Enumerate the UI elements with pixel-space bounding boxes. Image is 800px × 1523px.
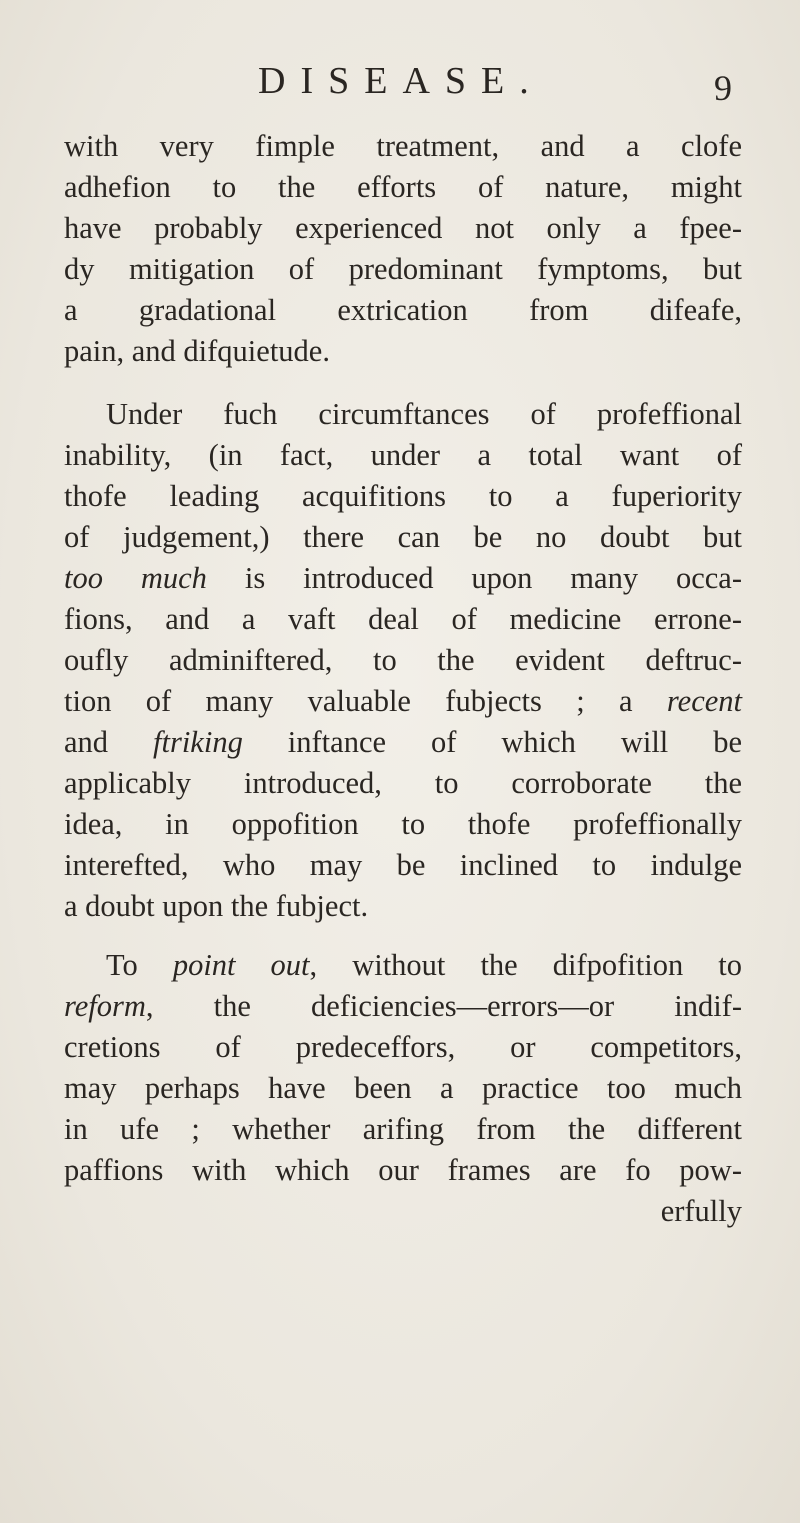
text-line: adhefion to the efforts of nature, might xyxy=(64,170,742,204)
body-text xyxy=(64,126,742,1232)
text-line: thofe leading acquifitions to a fuperiority xyxy=(64,479,742,513)
paragraph-1 xyxy=(64,126,742,372)
text-line: dy mitigation of predominant fymptoms, but xyxy=(64,252,742,286)
text-line: tion of many valuable fubjects ; a recent xyxy=(64,684,742,718)
italic-phrase: too much xyxy=(64,561,207,595)
text-line: inability, (in fact, under a total want of xyxy=(64,438,742,472)
text-line: with very fimple treatment, and a clofe xyxy=(64,129,742,163)
text-line: too much is introduced upon many occa- xyxy=(64,561,742,595)
text-line: reform, the deficiencies—errors—or indif- xyxy=(64,989,742,1023)
text-line: have probably experienced not only a fpee- xyxy=(64,211,742,245)
italic-phrase: point out xyxy=(172,948,310,982)
text-line: idea, in oppofition to thofe profeffionally xyxy=(64,807,742,841)
text-line: paffions with which our frames are fo pow- xyxy=(64,1153,742,1187)
page-number: 9 xyxy=(714,68,732,108)
text-line: cretions of predeceffors, or competitors, xyxy=(64,1030,742,1064)
italic-word: recent xyxy=(666,684,742,718)
text-line: oufly adminiftered, to the evident deftruc- xyxy=(64,643,742,677)
text-line: To point out, without the difpofition to xyxy=(106,948,742,982)
text-line: of judgement,) there can be no doubt but xyxy=(64,520,742,554)
paragraph-2 xyxy=(64,394,742,927)
text-line: Under fuch circumftances of profeffional xyxy=(106,397,742,431)
italic-word: ftriking xyxy=(153,725,243,759)
text-line: a gradational extrication from difeafe, xyxy=(64,293,742,327)
text-line: a doubt upon the fubject. xyxy=(64,889,369,923)
running-head: DISEASE. xyxy=(258,60,544,102)
text-line: interefted, who may be inclined to indulge xyxy=(64,848,742,882)
text-line: pain, and difquietude. xyxy=(64,334,330,368)
text-line: in ufe ; whether arifing from the different xyxy=(64,1112,742,1146)
text-line: and ftriking inftance of which will be xyxy=(64,725,743,759)
paragraph-3 xyxy=(64,945,742,1232)
text-line: fions, and a vaft deal of medicine errone- xyxy=(64,602,742,636)
catchword: erfully xyxy=(660,1194,742,1228)
text-line: applicably introduced, to corroborate the xyxy=(64,766,742,800)
italic-word: reform xyxy=(64,989,146,1023)
text-line: may perhaps have been a practice too much xyxy=(64,1071,742,1105)
